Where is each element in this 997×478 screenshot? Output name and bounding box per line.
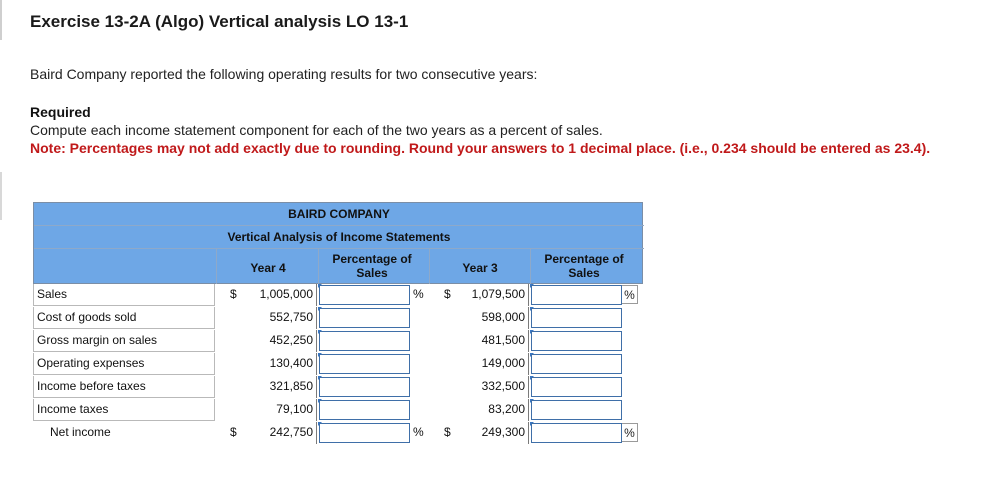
- percent-sign: %: [413, 425, 424, 439]
- intro-text: Baird Company reported the following operating results for two consecutive years:: [30, 66, 538, 82]
- table-row: [33, 284, 643, 307]
- year3-amount: 332,500: [439, 376, 529, 398]
- table-row: [33, 376, 643, 399]
- percent-sign: %: [622, 423, 638, 442]
- required-heading: Required: [30, 104, 91, 120]
- left-edge-rule: [0, 172, 2, 220]
- year3-amount: 598,000: [439, 307, 529, 329]
- table-subtitle: Vertical Analysis of Income Statements: [227, 230, 451, 244]
- year3-amount: 149,000: [439, 353, 529, 375]
- table-row: [33, 399, 643, 422]
- percent-sign: %: [622, 285, 638, 304]
- row-label: Net income: [50, 425, 111, 439]
- currency-sign: $: [230, 425, 237, 439]
- vertical-analysis-table: [33, 202, 643, 442]
- pct-year3-input[interactable]: [531, 377, 622, 397]
- column-header-year3: Year 3: [462, 261, 498, 275]
- year3-amount: 249,300: [439, 422, 529, 444]
- table-header: [33, 202, 643, 284]
- pct-year3-input[interactable]: [531, 423, 622, 443]
- page-title: Exercise 13-2A (Algo) Vertical analysis LO 13-1: [30, 12, 409, 31]
- table-row: [33, 422, 643, 445]
- pct-year4-input[interactable]: [319, 308, 410, 328]
- pct-year3-input[interactable]: [531, 308, 622, 328]
- table-row: [33, 353, 643, 376]
- year3-amount: 83,200: [439, 399, 529, 421]
- row-label: Income before taxes: [33, 376, 215, 398]
- percent-sign: %: [413, 287, 424, 301]
- row-label: Sales: [33, 284, 215, 306]
- year3-amount: 1,079,500: [439, 284, 529, 306]
- pct-year4-input[interactable]: [319, 377, 410, 397]
- year4-amount: 552,750: [227, 307, 317, 329]
- pct-year3-input[interactable]: [531, 354, 622, 374]
- required-text: Compute each income statement component for each of the two years as a percent of sales.: [30, 122, 603, 138]
- table-row: [33, 307, 643, 330]
- left-edge-rule: [0, 0, 2, 40]
- pct-year3-input[interactable]: [531, 331, 622, 351]
- year4-amount: 1,005,000: [227, 284, 317, 306]
- table-row: [33, 330, 643, 353]
- column-header-pct-year3: Percentage of Sales: [544, 252, 624, 280]
- pct-year4-input[interactable]: [319, 331, 410, 351]
- pct-year4-input[interactable]: [319, 400, 410, 420]
- column-header-year4: Year 4: [250, 261, 286, 275]
- row-label: Cost of goods sold: [33, 307, 215, 329]
- year4-amount: 452,250: [227, 330, 317, 352]
- pct-year4-input[interactable]: [319, 354, 410, 374]
- pct-year3-input[interactable]: [531, 400, 622, 420]
- row-label: Operating expenses: [33, 353, 215, 375]
- year4-amount: 79,100: [227, 399, 317, 421]
- year4-amount: 242,750: [227, 422, 317, 444]
- row-label: Gross margin on sales: [33, 330, 215, 352]
- currency-sign: $: [444, 425, 451, 439]
- row-label: Income taxes: [33, 399, 215, 421]
- year3-amount: 481,500: [439, 330, 529, 352]
- currency-sign: $: [230, 287, 237, 301]
- year4-amount: 130,400: [227, 353, 317, 375]
- pct-year4-input[interactable]: [319, 285, 410, 305]
- column-header-pct-year4: Percentage of Sales: [332, 252, 412, 280]
- currency-sign: $: [444, 287, 451, 301]
- rounding-note: Note: Percentages may not add exactly due to rounding. Round your answers to 1 decimal place. (i.e., 0.234 should be entered as 23.4).: [30, 140, 931, 156]
- year4-amount: 321,850: [227, 376, 317, 398]
- pct-year3-input[interactable]: [531, 285, 622, 305]
- company-name: BAIRD COMPANY: [288, 207, 390, 221]
- pct-year4-input[interactable]: [319, 423, 410, 443]
